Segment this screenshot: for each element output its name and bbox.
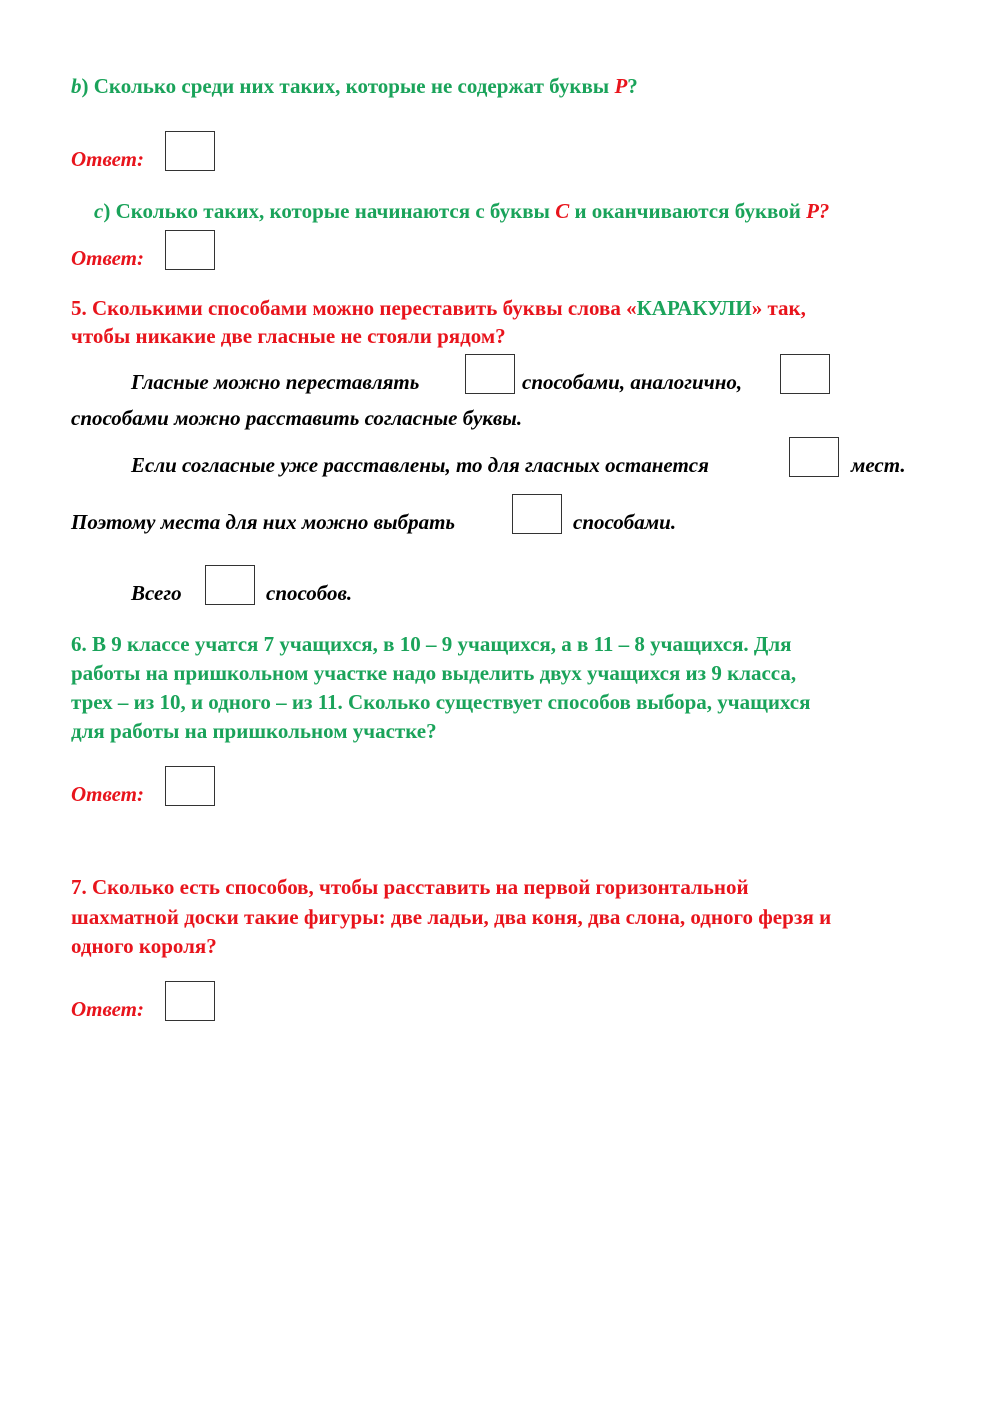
answer-box-5-places[interactable] bbox=[789, 437, 839, 477]
answer-box-5-vowels[interactable] bbox=[465, 354, 515, 394]
answer-box-5-choose[interactable] bbox=[512, 494, 562, 534]
question-5-text-a: 5. Сколькими способами можно переставить буквы слова « bbox=[71, 296, 637, 320]
question-5-line2: чтобы никакие две гласные не стояли рядом? bbox=[71, 324, 506, 348]
question-7-line1: 7. Сколько есть способов, чтобы расставить на первой горизонтальной bbox=[71, 875, 749, 899]
question-6-line4: для работы на пришкольном участке? bbox=[71, 719, 437, 743]
answer-label-6: Ответ: bbox=[71, 782, 144, 806]
letter-p: P bbox=[614, 74, 628, 98]
q5-step4-b: способами. bbox=[573, 510, 677, 534]
q5-step3-a: Если согласные уже расставлены, то для гласных останется bbox=[131, 453, 709, 477]
question-4b bbox=[71, 72, 638, 100]
q5-step4-a: Поэтому места для них можно выбрать bbox=[71, 510, 456, 534]
question-4b-text: ) Сколько среди них таких, которые не содержат буквы bbox=[81, 74, 615, 98]
question-6-line1: 6. В 9 классе учатся 7 учащихся, в 10 – 9 учащихся, а в 11 – 8 учащихся. Для bbox=[71, 632, 792, 656]
answer-box-4b[interactable] bbox=[165, 131, 215, 171]
answer-box-5-total[interactable] bbox=[205, 565, 255, 605]
question-7-line2: шахматной доски такие фигуры: две ладьи, два коня, два слона, одного ферзя и bbox=[71, 905, 832, 929]
question-6-line3: трех – из 10, и одного – из 11. Сколько существует способов выбора, учащихся bbox=[71, 690, 811, 714]
q5-step1-b: способами, аналогично, bbox=[522, 370, 743, 394]
word-karakuli: КАРАКУЛИ bbox=[636, 296, 752, 320]
letter-c: c bbox=[94, 199, 104, 223]
question-4c-text1: ) Сколько таких, которые начинаются с буквы bbox=[103, 199, 556, 223]
question-7-line3: одного короля? bbox=[71, 934, 217, 958]
answer-label-4c: Ответ: bbox=[71, 246, 144, 270]
letter-p-red: P? bbox=[806, 199, 830, 223]
letter-c-red: C bbox=[555, 199, 570, 223]
answer-label-4b: Ответ: bbox=[71, 147, 144, 171]
q5-step2: способами можно расставить согласные буквы. bbox=[71, 406, 523, 430]
letter-b: b bbox=[71, 74, 82, 98]
question-5-text-b: » так, bbox=[751, 296, 806, 320]
answer-box-6[interactable] bbox=[165, 766, 215, 806]
q5-step5-a: Всего bbox=[131, 581, 182, 605]
answer-label-7: Ответ: bbox=[71, 997, 144, 1021]
q5-step3-b: мест. bbox=[851, 453, 906, 477]
question-5-line1 bbox=[71, 294, 806, 322]
answer-box-5-consonants[interactable] bbox=[780, 354, 830, 394]
question-4c-text2: и оканчиваются буквой bbox=[569, 199, 807, 223]
q5-step1-a: Гласные можно переставлять bbox=[131, 370, 420, 394]
question-4b-end: ? bbox=[627, 74, 638, 98]
answer-box-4c[interactable] bbox=[165, 230, 215, 270]
answer-box-7[interactable] bbox=[165, 981, 215, 1021]
q5-step5-b: способов. bbox=[266, 581, 353, 605]
question-4c bbox=[94, 197, 829, 225]
question-6-line2: работы на пришкольном участке надо выделить двух учащихся из 9 класса, bbox=[71, 661, 797, 685]
